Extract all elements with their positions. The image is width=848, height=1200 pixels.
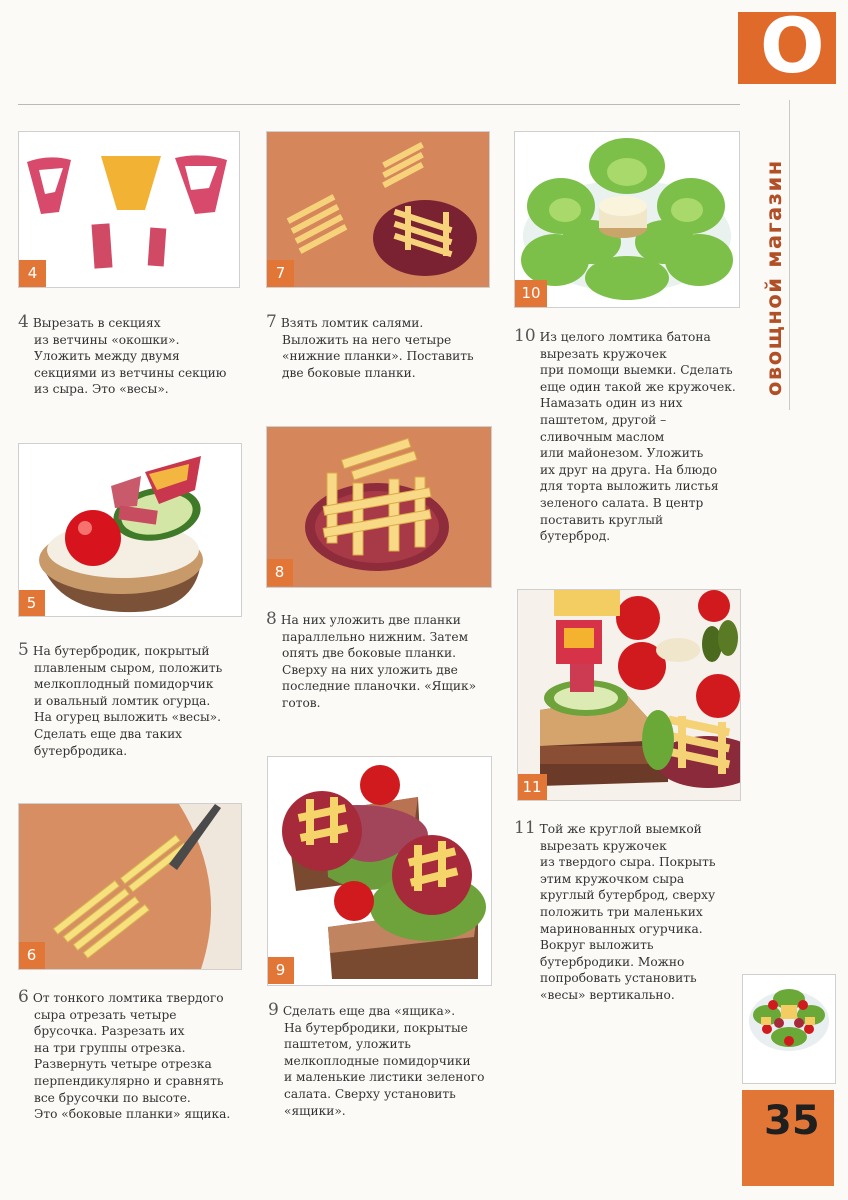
step-10-number: 10 bbox=[514, 326, 536, 346]
step-6-line: От тонкого ломтика твердого bbox=[32, 991, 224, 1005]
step-8-number: 8 bbox=[266, 609, 277, 629]
step-5-badge: 5 bbox=[18, 590, 45, 617]
step-6-line: все брусочки по высоте. bbox=[34, 1090, 191, 1105]
step-6-line: брусочка. Разрезать их bbox=[34, 1024, 185, 1039]
step-4-line: Уложить между двумя bbox=[34, 349, 180, 364]
step-9-number: 9 bbox=[268, 1000, 279, 1020]
step-6-line: на три группы отрезка. bbox=[34, 1040, 186, 1055]
step-10-line: или майонезом. Уложить bbox=[540, 446, 704, 461]
step-8-line: параллельно нижним. Затем bbox=[282, 629, 469, 644]
step-11-line: попробовать установить bbox=[540, 971, 697, 986]
step-10-badge: 10 bbox=[515, 280, 547, 307]
salami-planks-image bbox=[267, 132, 489, 287]
photo-step-11 bbox=[517, 589, 741, 801]
sandwich-scales-image bbox=[19, 444, 241, 616]
photo-step-4 bbox=[18, 131, 240, 288]
step-10-line: Из целого ломтика батона bbox=[539, 330, 711, 344]
step-9-text bbox=[268, 1002, 484, 1119]
step-11-line: вырезать кружочек bbox=[540, 838, 667, 853]
step-10-line: бутерброд. bbox=[540, 529, 611, 544]
step-11-text bbox=[514, 820, 716, 1004]
step-8-line: Сверху на них уложить две bbox=[282, 662, 458, 677]
page-number: 35 bbox=[764, 1098, 820, 1144]
step-7-line: «нижние планки». Поставить bbox=[282, 349, 474, 364]
step-11-line: «весы» вертикально. bbox=[540, 987, 675, 1002]
cheese-box-image bbox=[267, 427, 491, 587]
step-7-text bbox=[266, 314, 474, 381]
step-11-line: из твердого сыра. Покрыть bbox=[540, 855, 716, 870]
header-rule bbox=[18, 104, 740, 105]
step-9-badge: 9 bbox=[267, 957, 294, 984]
ham-cheese-shapes-image bbox=[19, 132, 239, 287]
step-5-line: плавленым сыром, положить bbox=[34, 660, 223, 675]
step-6-line: Это «боковые планки» ящика. bbox=[34, 1107, 231, 1122]
step-4-number: 4 bbox=[18, 312, 29, 332]
photo-step-8 bbox=[266, 426, 492, 588]
step-5-line: и овальный ломтик огурца. bbox=[34, 693, 211, 708]
step-11-line: круглый бутерброд, сверху bbox=[540, 888, 716, 903]
step-10-line: паштетом, другой – bbox=[540, 412, 667, 427]
step-11-line: бутербродики. Можно bbox=[540, 954, 685, 969]
step-9-line: «ящики». bbox=[284, 1103, 346, 1118]
step-10-line: поставить круглый bbox=[540, 512, 664, 527]
step-11-line: Той же круглой выемкой bbox=[539, 822, 702, 836]
step-10-line: для торта выложить листья bbox=[540, 479, 719, 494]
step-6-line: сыра отрезать четыре bbox=[34, 1007, 177, 1022]
step-5-line: мелкоплодный помидорчик bbox=[34, 677, 214, 692]
step-7-line: две боковые планки. bbox=[282, 365, 416, 380]
lettuce-plate-image bbox=[515, 132, 739, 307]
step-8-badge: 8 bbox=[266, 559, 293, 586]
step-5-line: На огурец выложить «весы». bbox=[34, 710, 222, 725]
step-5-line: бутербродика. bbox=[34, 743, 128, 758]
step-8-line: опять две боковые планки. bbox=[282, 646, 456, 661]
step-10-line: еще один такой же кружочек. bbox=[540, 379, 736, 394]
step-7-line: Взять ломтик салями. bbox=[280, 316, 424, 330]
step-7-number: 7 bbox=[266, 312, 277, 332]
step-9-line: На бутербродики, покрытые bbox=[284, 1020, 468, 1035]
step-10-line: зеленого салата. В центр bbox=[540, 495, 704, 510]
step-7-line: Выложить на него четыре bbox=[282, 332, 452, 347]
step-5-line: Сделать еще два таких bbox=[34, 726, 183, 741]
photo-step-6 bbox=[18, 803, 242, 970]
sandwich-boxes-image bbox=[268, 757, 491, 985]
step-8-line: готов. bbox=[282, 695, 321, 710]
step-10-line: сливочным маслом bbox=[540, 429, 665, 444]
assembled-sandwiches-image bbox=[518, 590, 740, 800]
section-title: овощной магазин bbox=[762, 159, 786, 396]
photo-step-9 bbox=[267, 756, 492, 986]
step-11-line: этим кружочком сыра bbox=[540, 871, 685, 886]
step-4-line: из сыра. Это «весы». bbox=[34, 382, 169, 397]
step-9-line: мелкоплодные помидорчики bbox=[284, 1053, 471, 1068]
step-4-line: секциями из ветчины секцию bbox=[34, 365, 227, 380]
step-6-line: Развернуть четыре отрезка bbox=[34, 1057, 212, 1072]
photo-step-10 bbox=[514, 131, 740, 308]
step-7-badge: 7 bbox=[267, 260, 294, 287]
step-5-number: 5 bbox=[18, 640, 29, 660]
step-10-line: Намазать один из них bbox=[540, 396, 683, 411]
cheese-sticks-cutting-image bbox=[19, 804, 241, 969]
step-4-line: Вырезать в секциях bbox=[32, 316, 161, 330]
step-9-line: и маленькие листики зеленого bbox=[284, 1070, 485, 1085]
section-letter: О bbox=[760, 1, 825, 90]
step-11-badge: 11 bbox=[517, 774, 547, 801]
step-10-line: их друг на друга. На блюдо bbox=[540, 462, 718, 477]
step-8-text bbox=[266, 611, 476, 712]
step-4-text bbox=[18, 314, 226, 398]
step-10-line: вырезать кружочек bbox=[540, 346, 667, 361]
photo-step-5 bbox=[18, 443, 242, 617]
step-10-line: при помощи выемки. Сделать bbox=[540, 363, 733, 378]
step-8-line: На них уложить две планки bbox=[280, 613, 461, 627]
section-letter-tab bbox=[738, 1, 836, 90]
step-6-number: 6 bbox=[18, 987, 29, 1007]
step-9-line: паштетом, уложить bbox=[284, 1037, 411, 1052]
step-9-line: Сделать еще два «ящика». bbox=[282, 1004, 456, 1018]
step-6-text bbox=[18, 989, 230, 1123]
step-9-line: салата. Сверху установить bbox=[284, 1086, 456, 1101]
step-4-badge: 4 bbox=[19, 260, 46, 287]
step-8-line: последние планочки. «Ящик» bbox=[282, 679, 477, 694]
page-number-box bbox=[742, 1090, 834, 1186]
step-6-line: перпендикулярно и сравнять bbox=[34, 1073, 224, 1088]
photo-step-7 bbox=[266, 131, 490, 288]
finished-dish-image bbox=[743, 975, 835, 1083]
step-6-badge: 6 bbox=[18, 942, 45, 969]
step-11-line: положить три маленьких bbox=[540, 904, 703, 919]
step-4-line: из ветчины «окошки». bbox=[34, 332, 180, 347]
step-5-line: На бутербродик, покрытый bbox=[32, 644, 210, 658]
finished-dish-thumbnail bbox=[742, 974, 836, 1084]
step-11-line: маринованных огурчика. bbox=[540, 921, 703, 936]
step-10-text bbox=[514, 328, 736, 545]
step-11-line: Вокруг выложить bbox=[540, 938, 654, 953]
step-11-number: 11 bbox=[514, 818, 536, 838]
step-5-text bbox=[18, 642, 222, 759]
